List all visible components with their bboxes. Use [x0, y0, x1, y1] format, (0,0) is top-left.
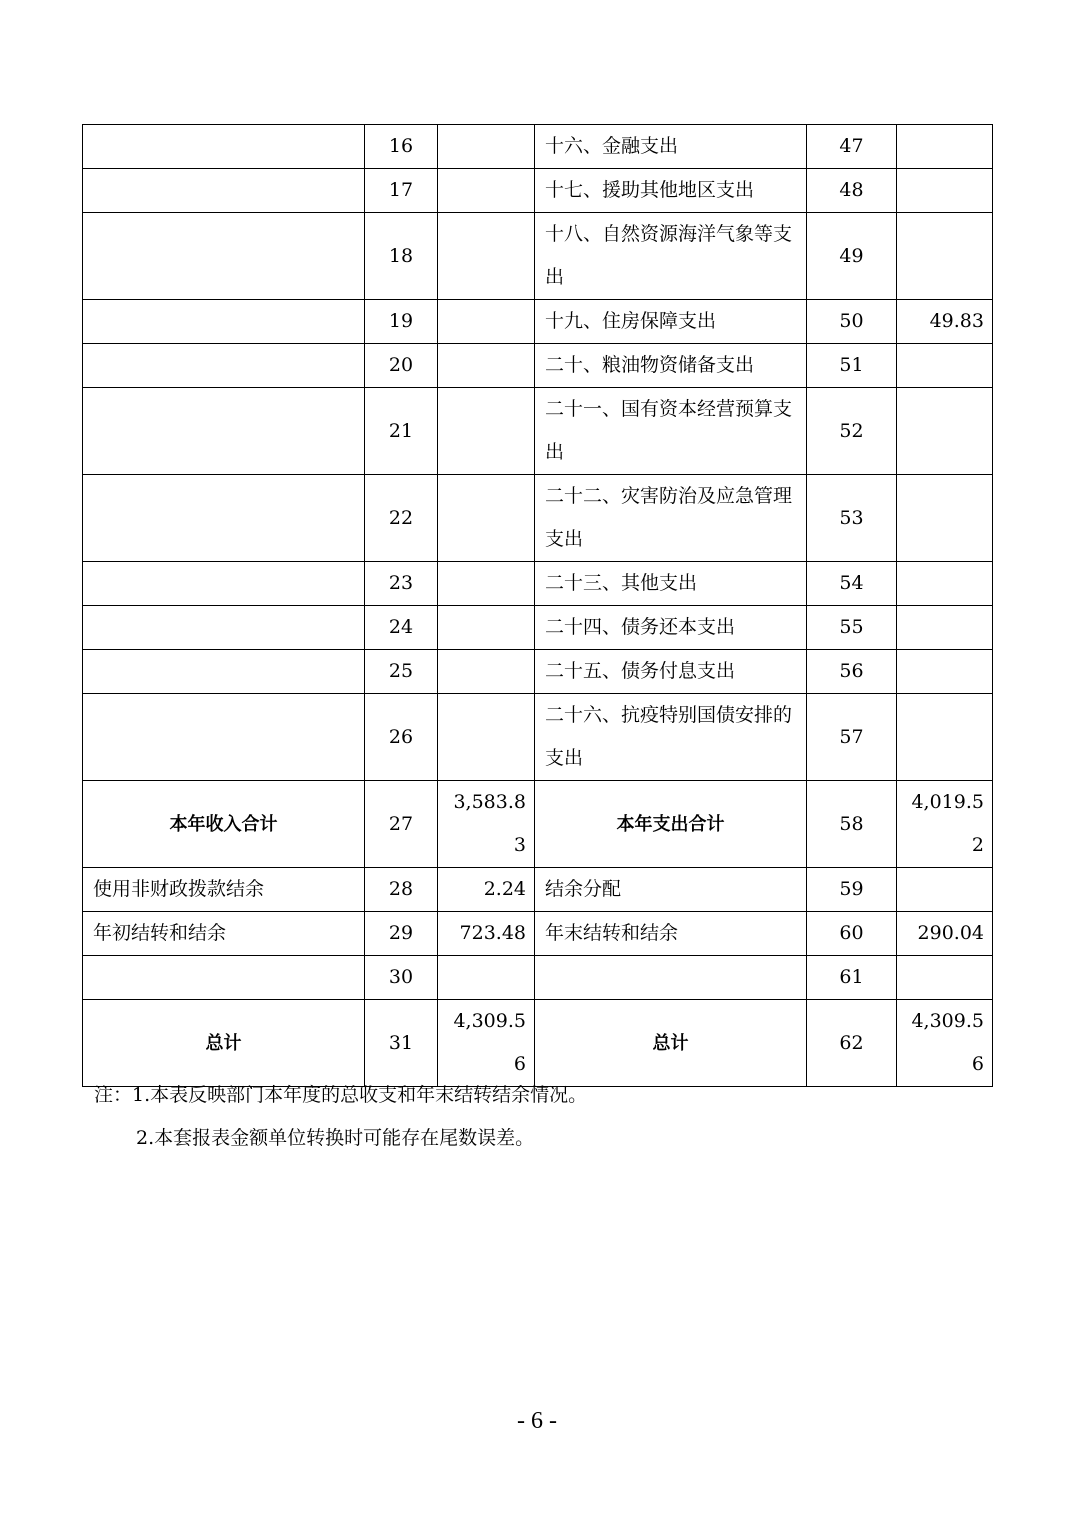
income-amount-cell: [438, 213, 535, 300]
expense-line-no-cell: 48: [807, 169, 897, 213]
table-row: [83, 344, 993, 388]
expense-line-no-cell: 54: [807, 562, 897, 606]
income-amount-cell: [438, 475, 535, 562]
expense-line-no-cell: 49: [807, 213, 897, 300]
expense-line-no-cell: 47: [807, 125, 897, 169]
income-item-cell: [83, 475, 365, 562]
expense-item-cell: 二十六、抗疫特别国债安排的支出: [535, 694, 807, 781]
table-body: [83, 125, 993, 1087]
table-row: [83, 781, 993, 868]
expense-line-no-cell: 58: [807, 781, 897, 868]
income-line-no-cell: 31: [365, 1000, 438, 1087]
income-item-cell: [83, 388, 365, 475]
income-amount-cell: [438, 169, 535, 213]
income-amount-cell: [438, 388, 535, 475]
expense-line-no-cell: 62: [807, 1000, 897, 1087]
income-line-no-cell: 20: [365, 344, 438, 388]
income-item-cell: [83, 344, 365, 388]
expense-amount-cell: [897, 388, 993, 475]
income-amount-cell: [438, 650, 535, 694]
expense-item-cell: 总计: [535, 1000, 807, 1087]
income-amount-cell: 4,309.56: [438, 1000, 535, 1087]
table-row: [83, 213, 993, 300]
expense-amount-cell: [897, 213, 993, 300]
table-row: [83, 650, 993, 694]
income-amount-cell: [438, 300, 535, 344]
expense-line-no-cell: 57: [807, 694, 897, 781]
income-line-no-cell: 27: [365, 781, 438, 868]
table-row: [83, 606, 993, 650]
expense-amount-cell: [897, 169, 993, 213]
expense-line-no-cell: 61: [807, 956, 897, 1000]
income-amount-cell: [438, 956, 535, 1000]
table-row: [83, 300, 993, 344]
expense-amount-cell: [897, 956, 993, 1000]
expense-amount-cell: [897, 562, 993, 606]
income-amount-cell: 723.48: [438, 912, 535, 956]
expense-item-cell: 十六、金融支出: [535, 125, 807, 169]
income-line-no-cell: 19: [365, 300, 438, 344]
table-row: [83, 956, 993, 1000]
income-line-no-cell: 25: [365, 650, 438, 694]
income-line-no-cell: 30: [365, 956, 438, 1000]
income-line-no-cell: 21: [365, 388, 438, 475]
note-2: 2.本套报表金额单位转换时可能存在尾数误差。: [136, 1127, 535, 1149]
table-row: [83, 868, 993, 912]
expense-item-cell: 二十三、其他支出: [535, 562, 807, 606]
expense-item-cell: 二十、粮油物资储备支出: [535, 344, 807, 388]
income-item-cell: [83, 300, 365, 344]
table-row: [83, 388, 993, 475]
expense-amount-cell: [897, 606, 993, 650]
expense-item-cell: 二十五、债务付息支出: [535, 650, 807, 694]
income-item-cell: [83, 650, 365, 694]
income-line-no-cell: 16: [365, 125, 438, 169]
income-item-cell: [83, 125, 365, 169]
income-item-cell: 使用非财政拨款结余: [83, 868, 365, 912]
income-line-no-cell: 17: [365, 169, 438, 213]
expense-amount-cell: [897, 475, 993, 562]
income-item-cell: [83, 169, 365, 213]
income-amount-cell: [438, 125, 535, 169]
expense-line-no-cell: 60: [807, 912, 897, 956]
table-row: [83, 562, 993, 606]
expense-item-cell: 十七、援助其他地区支出: [535, 169, 807, 213]
income-item-cell: 总计: [83, 1000, 365, 1087]
expense-amount-cell: [897, 344, 993, 388]
table-row: [83, 475, 993, 562]
table-row: [83, 125, 993, 169]
expense-item-cell: 十八、自然资源海洋气象等支出: [535, 213, 807, 300]
income-amount-cell: [438, 562, 535, 606]
expense-amount-cell: 4,019.52: [897, 781, 993, 868]
income-line-no-cell: 23: [365, 562, 438, 606]
income-item-cell: 年初结转和结余: [83, 912, 365, 956]
expense-line-no-cell: 52: [807, 388, 897, 475]
income-item-cell: [83, 213, 365, 300]
income-line-no-cell: 18: [365, 213, 438, 300]
budget-table: [82, 124, 993, 1087]
income-line-no-cell: 22: [365, 475, 438, 562]
expense-item-cell: [535, 956, 807, 1000]
expense-item-cell: 二十一、国有资本经营预算支出: [535, 388, 807, 475]
note-1: 注：1.本表反映部门本年度的总收支和年末结转结余情况。: [94, 1084, 588, 1106]
income-line-no-cell: 24: [365, 606, 438, 650]
expense-line-no-cell: 51: [807, 344, 897, 388]
expense-line-no-cell: 59: [807, 868, 897, 912]
expense-amount-cell: [897, 650, 993, 694]
income-item-cell: 本年收入合计: [83, 781, 365, 868]
income-amount-cell: [438, 344, 535, 388]
income-line-no-cell: 28: [365, 868, 438, 912]
income-item-cell: [83, 562, 365, 606]
income-amount-cell: [438, 606, 535, 650]
expense-line-no-cell: 55: [807, 606, 897, 650]
expense-item-cell: 年末结转和结余: [535, 912, 807, 956]
table-row: [83, 169, 993, 213]
expense-item-cell: 十九、住房保障支出: [535, 300, 807, 344]
expense-item-cell: 二十二、灾害防治及应急管理支出: [535, 475, 807, 562]
page-number: - 6 -: [517, 1408, 557, 1434]
income-item-cell: [83, 694, 365, 781]
income-item-cell: [83, 956, 365, 1000]
expense-amount-cell: [897, 694, 993, 781]
expense-item-cell: 二十四、债务还本支出: [535, 606, 807, 650]
income-amount-cell: 2.24: [438, 868, 535, 912]
expense-item-cell: 本年支出合计: [535, 781, 807, 868]
table-row: [83, 912, 993, 956]
income-line-no-cell: 29: [365, 912, 438, 956]
expense-amount-cell: 49.83: [897, 300, 993, 344]
income-item-cell: [83, 606, 365, 650]
expense-amount-cell: 4,309.56: [897, 1000, 993, 1087]
expense-amount-cell: [897, 868, 993, 912]
income-amount-cell: [438, 694, 535, 781]
table-row: [83, 694, 993, 781]
expense-line-no-cell: 50: [807, 300, 897, 344]
income-line-no-cell: 26: [365, 694, 438, 781]
income-amount-cell: 3,583.83: [438, 781, 535, 868]
expense-amount-cell: [897, 125, 993, 169]
notes: [94, 1074, 587, 1160]
expense-amount-cell: 290.04: [897, 912, 993, 956]
expense-line-no-cell: 53: [807, 475, 897, 562]
expense-line-no-cell: 56: [807, 650, 897, 694]
expense-item-cell: 结余分配: [535, 868, 807, 912]
